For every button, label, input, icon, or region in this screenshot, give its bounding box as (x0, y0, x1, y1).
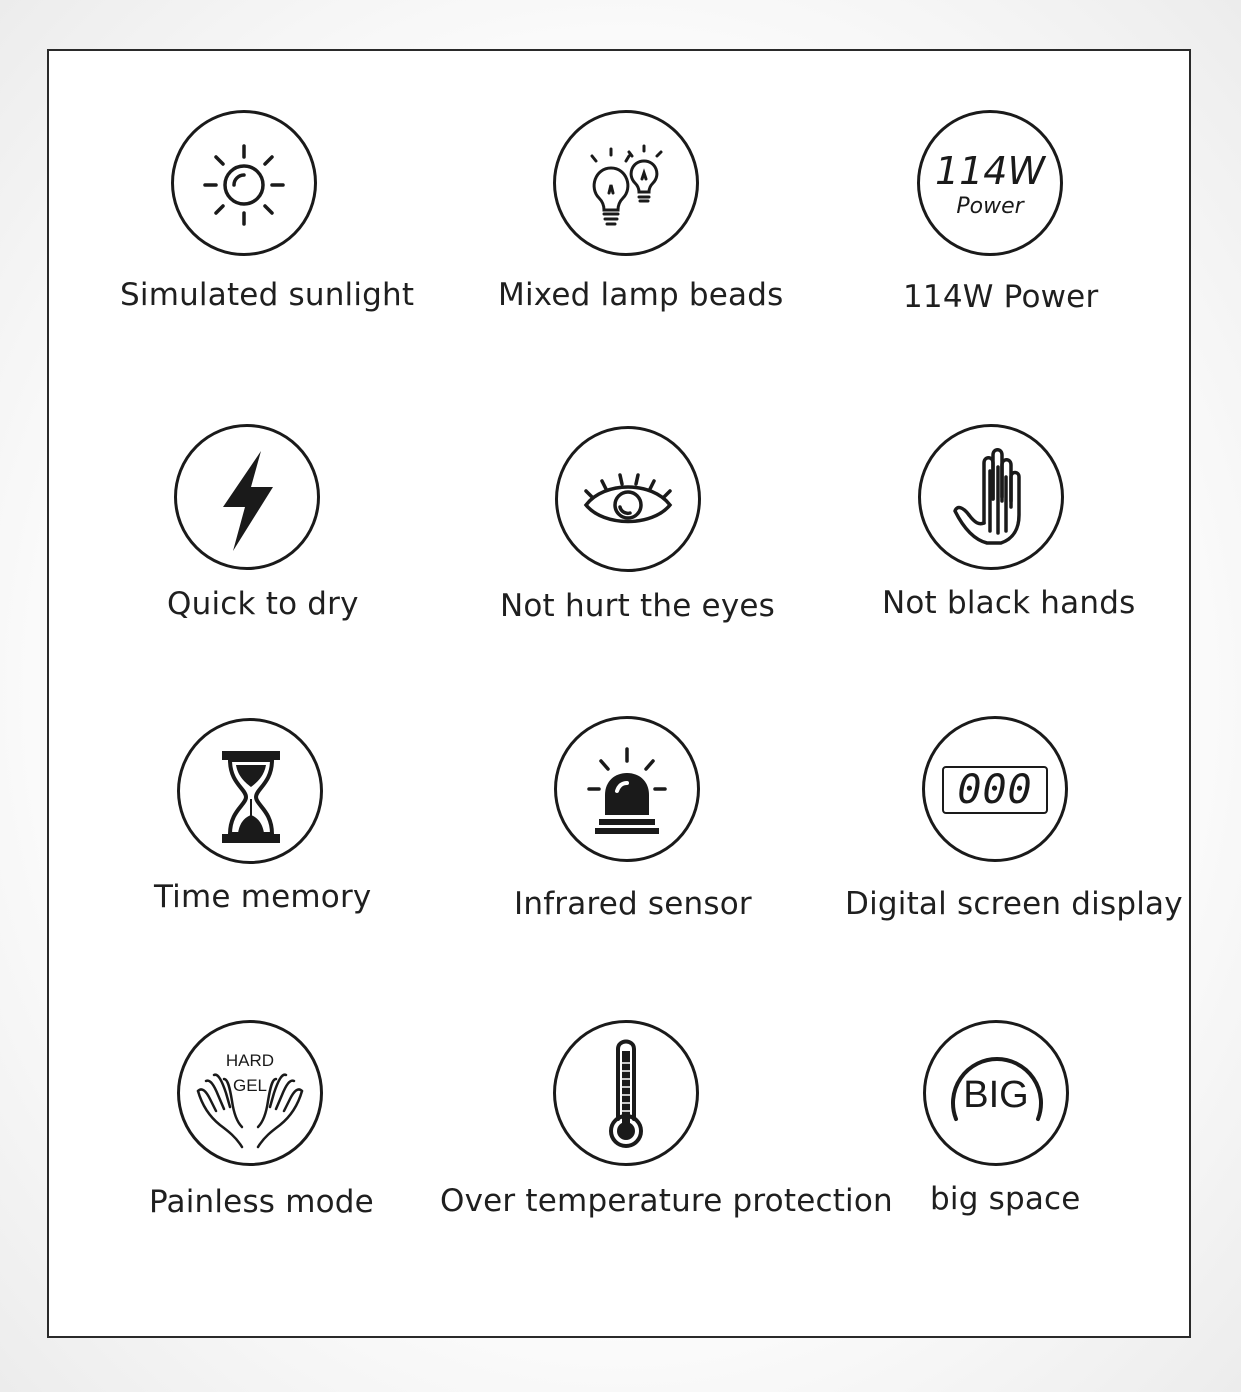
feature-label-painless-mode: Painless mode (149, 1184, 374, 1220)
hourglass-icon (177, 718, 323, 864)
hard-gel-text-line1: HARD (225, 1051, 275, 1070)
big-space-text: BIG (963, 1074, 1029, 1116)
alarm-light-icon (554, 716, 700, 862)
feature-label-not-black-hands: Not black hands (882, 585, 1136, 621)
big-space-icon (923, 1020, 1069, 1166)
digital-display-digits: 000 (957, 767, 1033, 813)
hand-icon (918, 424, 1064, 570)
lightning-icon (174, 424, 320, 570)
feature-label-mixed-lamp-beads: Mixed lamp beads (498, 277, 784, 313)
feature-label-not-hurt-the-eyes: Not hurt the eyes (500, 588, 775, 624)
digital-display-icon (922, 716, 1068, 862)
feature-label-simulated-sunlight: Simulated sunlight (120, 277, 415, 313)
power-icon-sub-text: Power (956, 194, 1024, 219)
sun-icon (171, 110, 317, 256)
feature-label-big-space: big space (930, 1181, 1081, 1217)
feature-label-digital-screen-display: Digital screen display (845, 886, 1183, 922)
hard-gel-text-line2: GEL (232, 1076, 268, 1095)
lightbulbs-icon (553, 110, 699, 256)
feature-label-over-temperature-protection: Over temperature protection (440, 1183, 893, 1219)
features-panel (47, 49, 1191, 1338)
feature-label-quick-to-dry: Quick to dry (167, 586, 359, 622)
eye-icon (555, 426, 701, 572)
thermometer-icon (553, 1020, 699, 1166)
power-114w-icon (917, 110, 1063, 256)
feature-label-infrared-sensor: Infrared sensor (514, 886, 752, 922)
feature-label-time-memory: Time memory (154, 879, 372, 915)
feature-label-114w-power: 114W Power (903, 279, 1099, 315)
power-icon-main-text: 114W (934, 149, 1046, 193)
hands-hard-gel-icon (177, 1020, 323, 1166)
